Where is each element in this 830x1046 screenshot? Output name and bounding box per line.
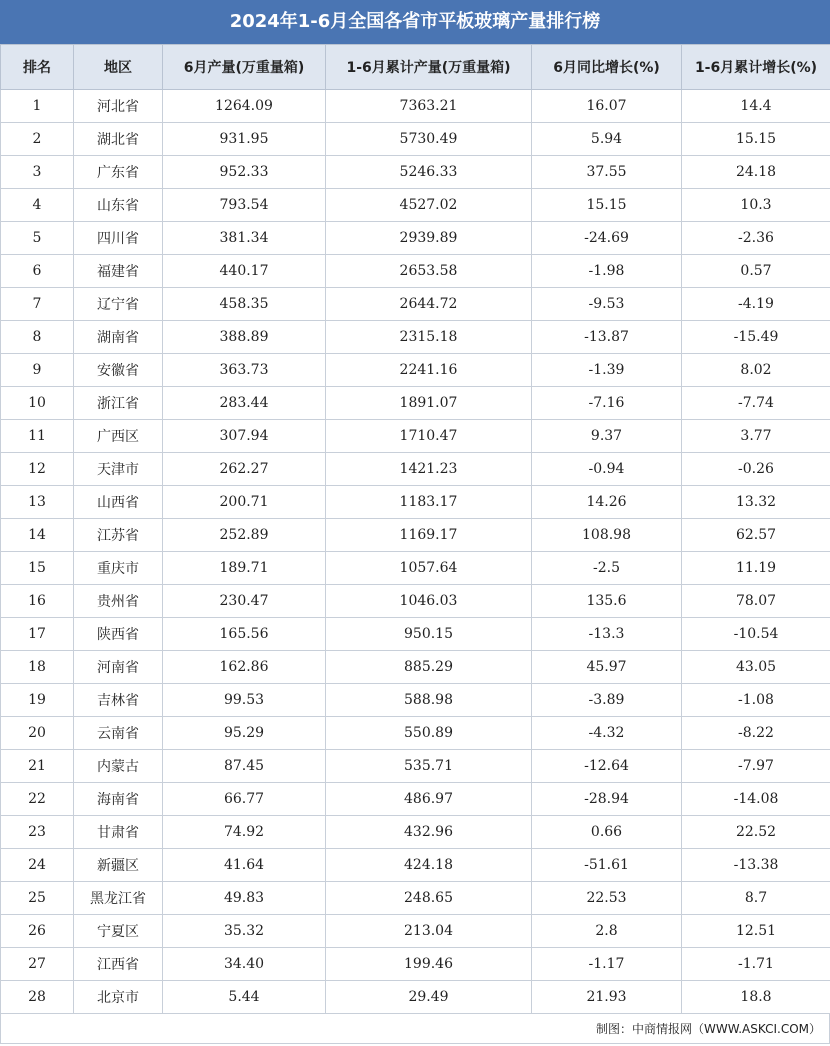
cumulative-output-cell: 1183.17 bbox=[326, 486, 532, 519]
rank-cell: 3 bbox=[1, 156, 74, 189]
cumulative-output-cell: 29.49 bbox=[326, 981, 532, 1014]
rank-cell: 8 bbox=[1, 321, 74, 354]
cumulative-output-cell: 1057.64 bbox=[326, 552, 532, 585]
table-row bbox=[1, 684, 830, 717]
cumulative-growth-cell: 62.57 bbox=[682, 519, 830, 552]
june-output-cell: 41.64 bbox=[163, 849, 326, 882]
june-output-cell: 87.45 bbox=[163, 750, 326, 783]
june-output-cell: 99.53 bbox=[163, 684, 326, 717]
table-row bbox=[1, 816, 830, 849]
june-yoy-cell: -3.89 bbox=[532, 684, 682, 717]
region-cell: 陕西省 bbox=[74, 618, 163, 651]
table-row bbox=[1, 651, 830, 684]
region-cell: 天津市 bbox=[74, 453, 163, 486]
rank-cell: 6 bbox=[1, 255, 74, 288]
june-output-cell: 230.47 bbox=[163, 585, 326, 618]
june-yoy-cell: -12.64 bbox=[532, 750, 682, 783]
june-output-cell: 252.89 bbox=[163, 519, 326, 552]
cumulative-growth-cell: 8.02 bbox=[682, 354, 830, 387]
rank-cell: 25 bbox=[1, 882, 74, 915]
rank-cell: 22 bbox=[1, 783, 74, 816]
table-row bbox=[1, 189, 830, 222]
region-cell: 新疆区 bbox=[74, 849, 163, 882]
june-output-cell: 66.77 bbox=[163, 783, 326, 816]
region-cell: 广西区 bbox=[74, 420, 163, 453]
region-cell: 湖北省 bbox=[74, 123, 163, 156]
june-yoy-cell: 37.55 bbox=[532, 156, 682, 189]
cumulative-growth-cell: -1.71 bbox=[682, 948, 830, 981]
rank-cell: 7 bbox=[1, 288, 74, 321]
cumulative-output-cell: 885.29 bbox=[326, 651, 532, 684]
table-row bbox=[1, 156, 830, 189]
rank-cell: 18 bbox=[1, 651, 74, 684]
table-row bbox=[1, 882, 830, 915]
cumulative-output-cell: 424.18 bbox=[326, 849, 532, 882]
rank-cell: 1 bbox=[1, 90, 74, 123]
june-output-cell: 35.32 bbox=[163, 915, 326, 948]
cumulative-growth-cell: -0.26 bbox=[682, 453, 830, 486]
cumulative-growth-cell: -8.22 bbox=[682, 717, 830, 750]
cumulative-growth-cell: -2.36 bbox=[682, 222, 830, 255]
cumulative-output-cell: 1169.17 bbox=[326, 519, 532, 552]
cumulative-output-cell: 5246.33 bbox=[326, 156, 532, 189]
cumulative-growth-cell: 8.7 bbox=[682, 882, 830, 915]
region-cell: 湖南省 bbox=[74, 321, 163, 354]
table-row bbox=[1, 849, 830, 882]
region-cell: 云南省 bbox=[74, 717, 163, 750]
rank-cell: 9 bbox=[1, 354, 74, 387]
cumulative-output-cell: 2241.16 bbox=[326, 354, 532, 387]
region-cell: 四川省 bbox=[74, 222, 163, 255]
header-cumulative-growth: 1-6月累计增长(%) bbox=[682, 45, 830, 90]
region-cell: 辽宁省 bbox=[74, 288, 163, 321]
june-output-cell: 440.17 bbox=[163, 255, 326, 288]
june-output-cell: 1264.09 bbox=[163, 90, 326, 123]
table-row bbox=[1, 354, 830, 387]
rank-cell: 24 bbox=[1, 849, 74, 882]
table-row bbox=[1, 618, 830, 651]
region-cell: 甘肃省 bbox=[74, 816, 163, 849]
table-row bbox=[1, 288, 830, 321]
cumulative-growth-cell: -13.38 bbox=[682, 849, 830, 882]
june-yoy-cell: -1.98 bbox=[532, 255, 682, 288]
region-cell: 江西省 bbox=[74, 948, 163, 981]
cumulative-growth-cell: 24.18 bbox=[682, 156, 830, 189]
june-yoy-cell: -9.53 bbox=[532, 288, 682, 321]
region-cell: 安徽省 bbox=[74, 354, 163, 387]
table-row bbox=[1, 486, 830, 519]
cumulative-growth-cell: 11.19 bbox=[682, 552, 830, 585]
table-row bbox=[1, 585, 830, 618]
cumulative-growth-cell: 12.51 bbox=[682, 915, 830, 948]
region-cell: 河北省 bbox=[74, 90, 163, 123]
june-output-cell: 381.34 bbox=[163, 222, 326, 255]
region-cell: 重庆市 bbox=[74, 552, 163, 585]
june-yoy-cell: 2.8 bbox=[532, 915, 682, 948]
june-output-cell: 165.56 bbox=[163, 618, 326, 651]
june-yoy-cell: 45.97 bbox=[532, 651, 682, 684]
cumulative-growth-cell: 0.57 bbox=[682, 255, 830, 288]
cumulative-growth-cell: 15.15 bbox=[682, 123, 830, 156]
june-output-cell: 200.71 bbox=[163, 486, 326, 519]
cumulative-growth-cell: -14.08 bbox=[682, 783, 830, 816]
table-row bbox=[1, 915, 830, 948]
rank-cell: 12 bbox=[1, 453, 74, 486]
header-june-output: 6月产量(万重量箱) bbox=[163, 45, 326, 90]
cumulative-output-cell: 432.96 bbox=[326, 816, 532, 849]
cumulative-output-cell: 5730.49 bbox=[326, 123, 532, 156]
region-cell: 浙江省 bbox=[74, 387, 163, 420]
table-row bbox=[1, 948, 830, 981]
rank-cell: 2 bbox=[1, 123, 74, 156]
june-output-cell: 931.95 bbox=[163, 123, 326, 156]
table-row bbox=[1, 420, 830, 453]
table-row bbox=[1, 222, 830, 255]
cumulative-output-cell: 248.65 bbox=[326, 882, 532, 915]
table-row bbox=[1, 717, 830, 750]
cumulative-output-cell: 535.71 bbox=[326, 750, 532, 783]
june-output-cell: 793.54 bbox=[163, 189, 326, 222]
june-yoy-cell: 108.98 bbox=[532, 519, 682, 552]
rank-cell: 21 bbox=[1, 750, 74, 783]
table-row bbox=[1, 981, 830, 1014]
region-cell: 山西省 bbox=[74, 486, 163, 519]
june-output-cell: 283.44 bbox=[163, 387, 326, 420]
region-cell: 贵州省 bbox=[74, 585, 163, 618]
region-cell: 北京市 bbox=[74, 981, 163, 1014]
cumulative-output-cell: 588.98 bbox=[326, 684, 532, 717]
region-cell: 广东省 bbox=[74, 156, 163, 189]
june-output-cell: 388.89 bbox=[163, 321, 326, 354]
table-row bbox=[1, 123, 830, 156]
june-yoy-cell: 22.53 bbox=[532, 882, 682, 915]
header-region: 地区 bbox=[74, 45, 163, 90]
table-row bbox=[1, 750, 830, 783]
june-output-cell: 95.29 bbox=[163, 717, 326, 750]
table-row bbox=[1, 783, 830, 816]
cumulative-output-cell: 2653.58 bbox=[326, 255, 532, 288]
cumulative-output-cell: 4527.02 bbox=[326, 189, 532, 222]
june-yoy-cell: 16.07 bbox=[532, 90, 682, 123]
june-yoy-cell: -51.61 bbox=[532, 849, 682, 882]
cumulative-output-cell: 550.89 bbox=[326, 717, 532, 750]
cumulative-growth-cell: -4.19 bbox=[682, 288, 830, 321]
header-june-yoy: 6月同比增长(%) bbox=[532, 45, 682, 90]
rank-cell: 4 bbox=[1, 189, 74, 222]
table-body bbox=[1, 90, 830, 1014]
table-row bbox=[1, 453, 830, 486]
june-yoy-cell: -7.16 bbox=[532, 387, 682, 420]
june-output-cell: 162.86 bbox=[163, 651, 326, 684]
june-yoy-cell: 5.94 bbox=[532, 123, 682, 156]
cumulative-growth-cell: -7.74 bbox=[682, 387, 830, 420]
cumulative-output-cell: 1046.03 bbox=[326, 585, 532, 618]
cumulative-growth-cell: 78.07 bbox=[682, 585, 830, 618]
cumulative-output-cell: 486.97 bbox=[326, 783, 532, 816]
june-yoy-cell: -13.3 bbox=[532, 618, 682, 651]
june-yoy-cell: -2.5 bbox=[532, 552, 682, 585]
ranking-table bbox=[0, 44, 830, 1014]
region-cell: 海南省 bbox=[74, 783, 163, 816]
cumulative-growth-cell: -7.97 bbox=[682, 750, 830, 783]
june-output-cell: 952.33 bbox=[163, 156, 326, 189]
rank-cell: 11 bbox=[1, 420, 74, 453]
cumulative-growth-cell: -15.49 bbox=[682, 321, 830, 354]
cumulative-output-cell: 1421.23 bbox=[326, 453, 532, 486]
rank-cell: 27 bbox=[1, 948, 74, 981]
rank-cell: 13 bbox=[1, 486, 74, 519]
cumulative-output-cell: 213.04 bbox=[326, 915, 532, 948]
header-rank: 排名 bbox=[1, 45, 74, 90]
june-output-cell: 189.71 bbox=[163, 552, 326, 585]
header-row bbox=[1, 45, 830, 90]
june-yoy-cell: -28.94 bbox=[532, 783, 682, 816]
rank-cell: 19 bbox=[1, 684, 74, 717]
cumulative-output-cell: 199.46 bbox=[326, 948, 532, 981]
table-row bbox=[1, 387, 830, 420]
header-cumulative-output: 1-6月累计产量(万重量箱) bbox=[326, 45, 532, 90]
june-yoy-cell: -1.39 bbox=[532, 354, 682, 387]
cumulative-growth-cell: -1.08 bbox=[682, 684, 830, 717]
region-cell: 山东省 bbox=[74, 189, 163, 222]
june-yoy-cell: 135.6 bbox=[532, 585, 682, 618]
rank-cell: 23 bbox=[1, 816, 74, 849]
june-yoy-cell: -0.94 bbox=[532, 453, 682, 486]
june-yoy-cell: 15.15 bbox=[532, 189, 682, 222]
june-yoy-cell: 9.37 bbox=[532, 420, 682, 453]
source-credit: 制图：中商情报网（WWW.ASKCI.COM） bbox=[0, 1014, 830, 1044]
region-cell: 黑龙江省 bbox=[74, 882, 163, 915]
region-cell: 河南省 bbox=[74, 651, 163, 684]
rank-cell: 17 bbox=[1, 618, 74, 651]
cumulative-output-cell: 1891.07 bbox=[326, 387, 532, 420]
cumulative-growth-cell: -10.54 bbox=[682, 618, 830, 651]
june-yoy-cell: 14.26 bbox=[532, 486, 682, 519]
june-output-cell: 34.40 bbox=[163, 948, 326, 981]
cumulative-growth-cell: 13.32 bbox=[682, 486, 830, 519]
rank-cell: 5 bbox=[1, 222, 74, 255]
june-output-cell: 458.35 bbox=[163, 288, 326, 321]
cumulative-output-cell: 2939.89 bbox=[326, 222, 532, 255]
june-yoy-cell: -24.69 bbox=[532, 222, 682, 255]
cumulative-output-cell: 2644.72 bbox=[326, 288, 532, 321]
june-yoy-cell: -1.17 bbox=[532, 948, 682, 981]
june-yoy-cell: -4.32 bbox=[532, 717, 682, 750]
page-title: 2024年1-6月全国各省市平板玻璃产量排行榜 bbox=[0, 0, 830, 44]
cumulative-growth-cell: 18.8 bbox=[682, 981, 830, 1014]
june-output-cell: 363.73 bbox=[163, 354, 326, 387]
cumulative-growth-cell: 10.3 bbox=[682, 189, 830, 222]
cumulative-growth-cell: 43.05 bbox=[682, 651, 830, 684]
region-cell: 内蒙古 bbox=[74, 750, 163, 783]
cumulative-output-cell: 1710.47 bbox=[326, 420, 532, 453]
cumulative-growth-cell: 22.52 bbox=[682, 816, 830, 849]
june-output-cell: 74.92 bbox=[163, 816, 326, 849]
june-yoy-cell: 0.66 bbox=[532, 816, 682, 849]
june-output-cell: 5.44 bbox=[163, 981, 326, 1014]
rank-cell: 20 bbox=[1, 717, 74, 750]
rank-cell: 26 bbox=[1, 915, 74, 948]
table-row bbox=[1, 552, 830, 585]
rank-cell: 14 bbox=[1, 519, 74, 552]
table-row bbox=[1, 90, 830, 123]
region-cell: 宁夏区 bbox=[74, 915, 163, 948]
cumulative-output-cell: 7363.21 bbox=[326, 90, 532, 123]
table-row bbox=[1, 519, 830, 552]
cumulative-growth-cell: 3.77 bbox=[682, 420, 830, 453]
june-yoy-cell: -13.87 bbox=[532, 321, 682, 354]
rank-cell: 16 bbox=[1, 585, 74, 618]
table-row bbox=[1, 255, 830, 288]
rank-cell: 28 bbox=[1, 981, 74, 1014]
region-cell: 福建省 bbox=[74, 255, 163, 288]
june-output-cell: 307.94 bbox=[163, 420, 326, 453]
region-cell: 吉林省 bbox=[74, 684, 163, 717]
cumulative-output-cell: 950.15 bbox=[326, 618, 532, 651]
table-row bbox=[1, 321, 830, 354]
june-output-cell: 262.27 bbox=[163, 453, 326, 486]
rank-cell: 10 bbox=[1, 387, 74, 420]
cumulative-output-cell: 2315.18 bbox=[326, 321, 532, 354]
june-output-cell: 49.83 bbox=[163, 882, 326, 915]
region-cell: 江苏省 bbox=[74, 519, 163, 552]
rank-cell: 15 bbox=[1, 552, 74, 585]
cumulative-growth-cell: 14.4 bbox=[682, 90, 830, 123]
june-yoy-cell: 21.93 bbox=[532, 981, 682, 1014]
